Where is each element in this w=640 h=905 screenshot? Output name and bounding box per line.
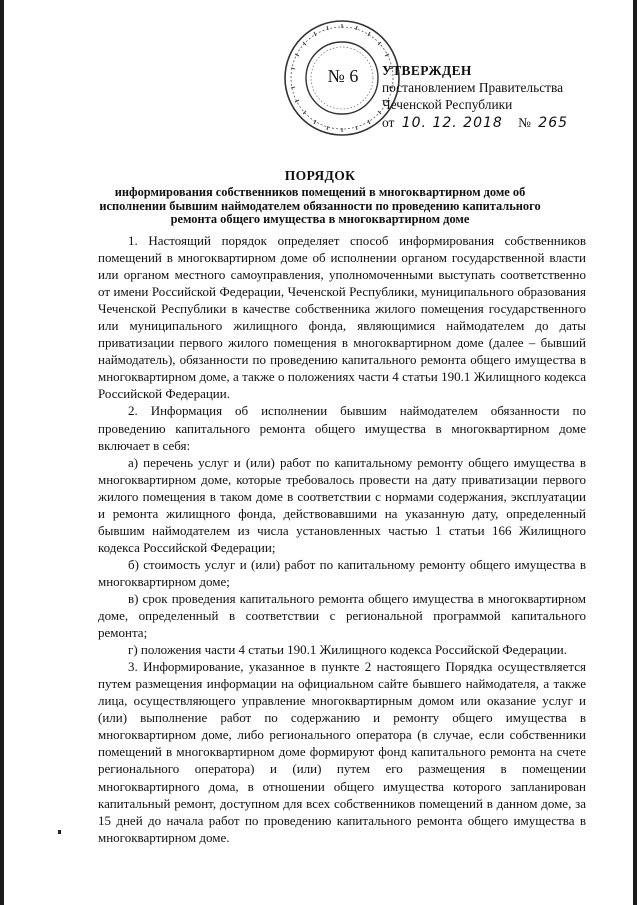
document-title: ПОРЯДОК <box>284 168 356 183</box>
scan-border-left <box>0 0 4 905</box>
approval-date-prefix: от <box>382 115 395 130</box>
paragraph-3: 3. Информирование, указанное в пункте 2 настоящего Порядка осуществляется путем размещения информации на официальном сайте бывшего наймодателя, а также лица, осуществляющего управление многоквартирным домом или оказание услуг и (или) выполнение работ по содержанию и ремонту общего имущества в многоквартирном доме, либо регионального оператора (в случае, если собственники помещений в многоквартирном доме формируют фонд капитального ремонта на счете регионального оператора) и (или) путем его размещения в помещении многоквартирного дома, в отношении общего имущества которого запланирован капитальный ремонт, доступном для всех собственников помещений в данном доме, за 15 дней до начала работ по проведению капитального ремонта общего имущества в многоквартирном доме. <box>98 659 586 845</box>
paragraph-2a: а) перечень услуг и (или) работ по капитальному ремонту общего имущества в многоквартирном доме, которые требовалось провести на дату приватизации первого жилого помещения в таком доме в соответствии с нормами содержания, эксплуатации и ремонта жилищного фонда, действовавшими на указанную дату, определенный бывшим наймодателем из числа установленных частью 1 статьи 166 Жилищного кодекса Российской Федерации; <box>98 454 586 555</box>
paragraph-2: 2. Информация об исполнении бывшим наймодателем обязанности по проведению капитального ремонта общего имущества в многоквартирном доме включает в себя: <box>98 403 586 453</box>
approval-number-prefix: № <box>518 115 531 130</box>
paragraph-2c: в) срок проведения капитального ремонта общего имущества в многоквартирном доме, определенный в соответствии с региональной программой капитального ремонта; <box>98 590 586 641</box>
document-body <box>98 232 586 846</box>
approval-number-value: 265 <box>538 115 569 131</box>
approval-block <box>382 62 632 132</box>
approval-date-line <box>382 114 632 132</box>
paragraph-2d: г) положения части 4 статьи 190.1 Жилищного кодекса Российской Федерации. <box>128 642 568 658</box>
approval-line-1: постановлением Правительства <box>382 80 564 95</box>
scan-speck <box>58 830 61 834</box>
scan-border-right <box>633 0 637 905</box>
approval-line-2: Чеченской Республики <box>382 97 513 112</box>
paragraph-1: 1. Настоящий порядок определяет способ информирования собственников помещений в многоквартирном доме об исполнении органом государственной власти или органом местного самоуправления, уполномоченными выступать соответственно от имени Российской Федерации, Чеченской Республики, муниципального образования Чеченской Республики в качестве собственника жилого помещения государственного или муниципального жилищного фонда, являющимися наймодателем до даты приватизации первого жилого помещения в многоквартирном доме (далее – бывший наймодатель), обязанности по проведению капитального ремонта общего имущества в многоквартирном доме, а также о положениях части 4 статьи 190.1 Жилищного кодекса Российской Федерации. <box>98 233 586 402</box>
document-subtitle: информирования собственников помещений в многоквартирном доме об исполнении бывшим наймодателем обязанности по проведению капитального ремонта общего имущества в многоквартирном доме <box>99 185 541 226</box>
paragraph-2b: б) стоимость услуг и (или) работ по капитальному ремонту общего имущества в многоквартирном доме; <box>98 556 586 589</box>
seal-number: № 6 <box>327 66 359 86</box>
approval-date-value: 10. 12. 2018 <box>401 115 503 131</box>
approval-title: УТВЕРЖДЕН <box>382 63 472 78</box>
